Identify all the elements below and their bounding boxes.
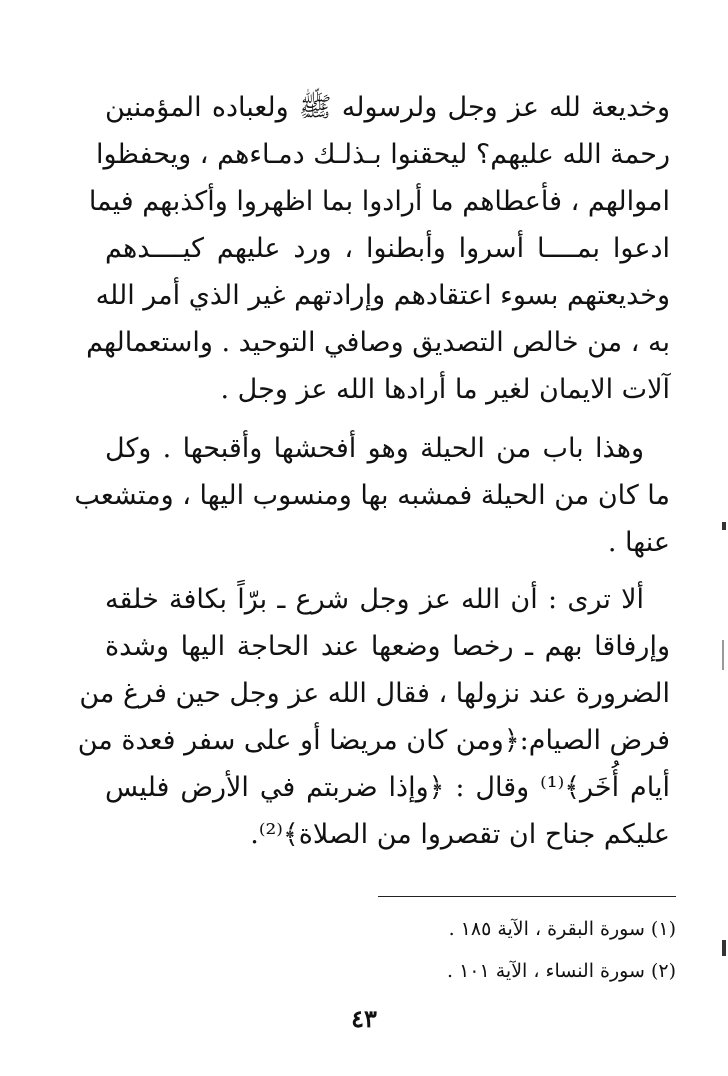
paragraph-3 [77, 576, 671, 858]
paragraph-2 [74, 425, 670, 566]
page-number: ٤٣ [351, 1004, 377, 1033]
text-line: اموالهم ، فأعطاهم ما أرادوا بما اظهروا وأكذبهم فيما [88, 186, 670, 217]
text-line: رحمة الله عليهم؟ ليحقنوا بـذلـك دمـاءهم ، ويحفظوا [95, 139, 670, 170]
text-line: عليكم جناح ان تقصروا من الصلاة﴾⁽²⁾. [250, 819, 670, 850]
text-line: وخديعتهم بسوء اعتقادهم وإرادتهم غير الذي أمر الله [95, 280, 670, 311]
scan-edge-mark [722, 640, 724, 670]
text-line: وإرفاقا بهم ـ رخصا وضعها عند الحاجة اليها وشدة [105, 631, 670, 662]
scan-edge-mark [722, 940, 726, 956]
text-line: ما كان من الحيلة فمشبه بها ومنسوب اليها ، ومتشعب [74, 480, 670, 511]
footnote-1: (١) سورة البقرة ، الآية ١٨٥ . [448, 918, 676, 940]
footnote-separator [378, 896, 676, 897]
text-line: الضرورة عند نزولها ، فقال الله عز وجل حين فرغ من [79, 678, 670, 709]
text-line: فرض الصيام:﴿ومن كان مريضا أو على سفر فعدة من [77, 725, 670, 756]
footnote-2: (٢) سورة النساء ، الآية ١٠١ . [446, 960, 676, 982]
text-line: وهذا باب من الحيلة وهو أفحشها وأقبحها . وكل [105, 433, 644, 464]
text-line: وخديعة لله عز وجل ولرسوله ﷺ ولعباده المؤمنين [105, 92, 670, 123]
text-line: عنها . [607, 527, 670, 558]
text-line: ألا ترى : أن الله عز وجل شرع ـ برّاً بكافة خلقه [105, 584, 644, 615]
text-line: أيام أُخَر﴾⁽¹⁾ وقال : ﴿وإذا ضربتم في الأرض فليس [105, 772, 671, 803]
scan-edge-mark [722, 522, 726, 530]
paragraph-1 [86, 84, 670, 413]
text-line: آلات الايمان لغير ما أرادها الله عز وجل . [220, 374, 670, 405]
text-line: به ، من خالص التصديق وصافي التوحيد . واستعمالهم [86, 327, 670, 358]
text-line: ادعوا بمــــا أسروا وأبطنوا ، ورد عليهم كيــــدهم [105, 233, 670, 264]
